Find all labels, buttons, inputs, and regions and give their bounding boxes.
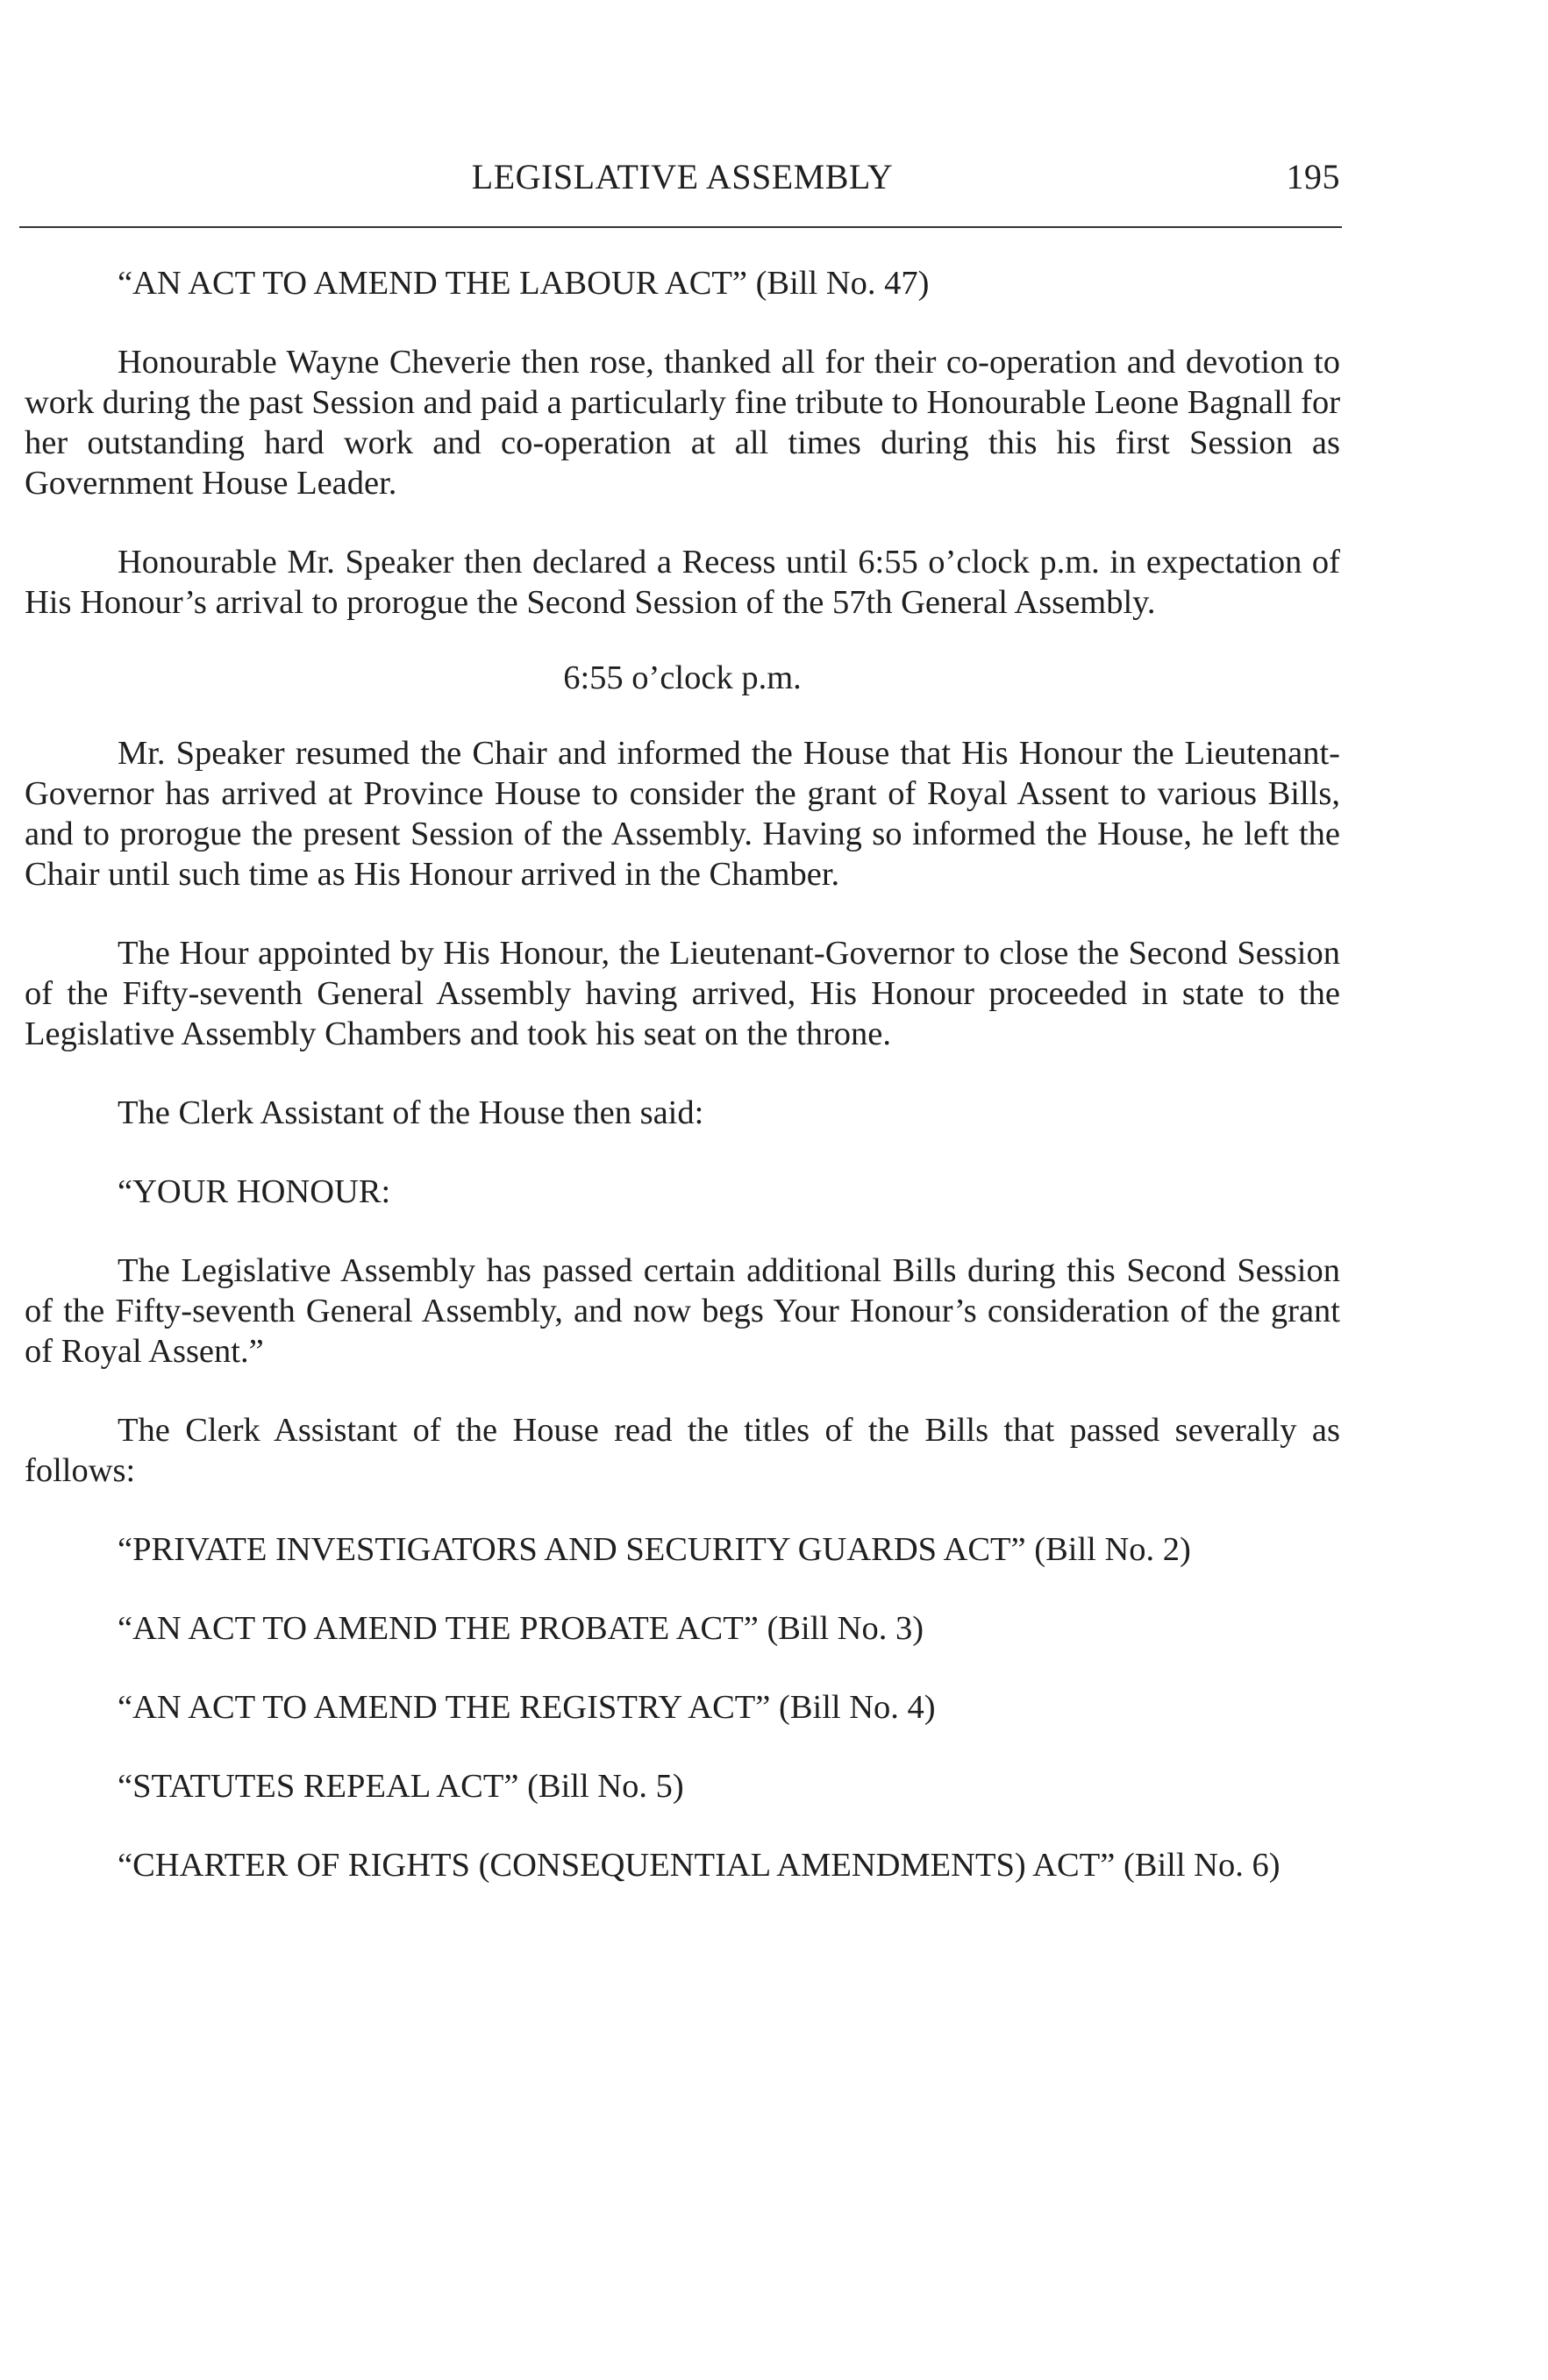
bill-list-item: “STATUTES REPEAL ACT” (Bill No. 5) [118, 1768, 684, 1805]
body-text [25, 263, 1340, 1885]
paragraph-speaker-resumed: Mr. Speaker resumed the Chair and informed the House that His Honour the Lieutenant-Governor has arrived at Province House to consider the grant of Royal Assent to various Bills, and to prorogue the present Session of the Assembly. Having so informed the House, he left the Chair until such time as His Honour arrived in the Chamber. [25, 735, 1340, 893]
paragraph-address-body: The Legislative Assembly has passed certain additional Bills during this Second Session of the Fifty-seventh General Assembly, and now begs Your Honour’s consideration of the grant of Royal Assent.” [25, 1252, 1340, 1370]
bill-list-item: “AN ACT TO AMEND THE REGISTRY ACT” (Bill No. 4) [118, 1689, 936, 1726]
bill-47-title: “AN ACT TO AMEND THE LABOUR ACT” (Bill No. 47) [118, 265, 930, 302]
running-title: LEGISLATIVE ASSEMBLY [471, 157, 894, 196]
bill-list-item: “AN ACT TO AMEND THE PROBATE ACT” (Bill No. 3) [118, 1610, 924, 1647]
paragraph-hour-appointed: The Hour appointed by His Honour, the Lieutenant-Governor to close the Second Session of the Fifty-seventh General Assembly having arrived, His Honour proceeded in state to the Legislative Assembly Chambers and took his seat on the throne. [25, 935, 1340, 1052]
address-your-honour: “YOUR HONOUR: [118, 1173, 391, 1210]
header-rule [19, 226, 1342, 228]
paragraph-clerk-read: The Clerk Assistant of the House read the titles of the Bills that passed severally as follows: [25, 1412, 1340, 1489]
running-header [25, 156, 1340, 200]
bill-list-item: “PRIVATE INVESTIGATORS AND SECURITY GUARDS ACT” (Bill No. 2) [118, 1531, 1191, 1568]
time-heading: 6:55 o’clock p.m. [563, 659, 802, 696]
bill-list-item: “CHARTER OF RIGHTS (CONSEQUENTIAL AMENDMENTS) ACT” (Bill No. 6) [118, 1847, 1280, 1884]
paragraph-cheverie: Honourable Wayne Cheverie then rose, thanked all for their co-operation and devotion to work during the past Session and paid a particularly fine tribute to Honourable Leone Bagnall for her outstanding hard work and co-operation at all times during this his first Session as Government House Leader. [25, 344, 1341, 502]
page-number: 195 [1286, 157, 1340, 196]
paragraph-clerk-said: The Clerk Assistant of the House then said: [118, 1094, 704, 1131]
paragraph-recess: Honourable Mr. Speaker then declared a Recess until 6:55 o’clock p.m. in expectation of His Honour’s arrival to prorogue the Second Session of the 57th General Assembly. [25, 544, 1340, 621]
